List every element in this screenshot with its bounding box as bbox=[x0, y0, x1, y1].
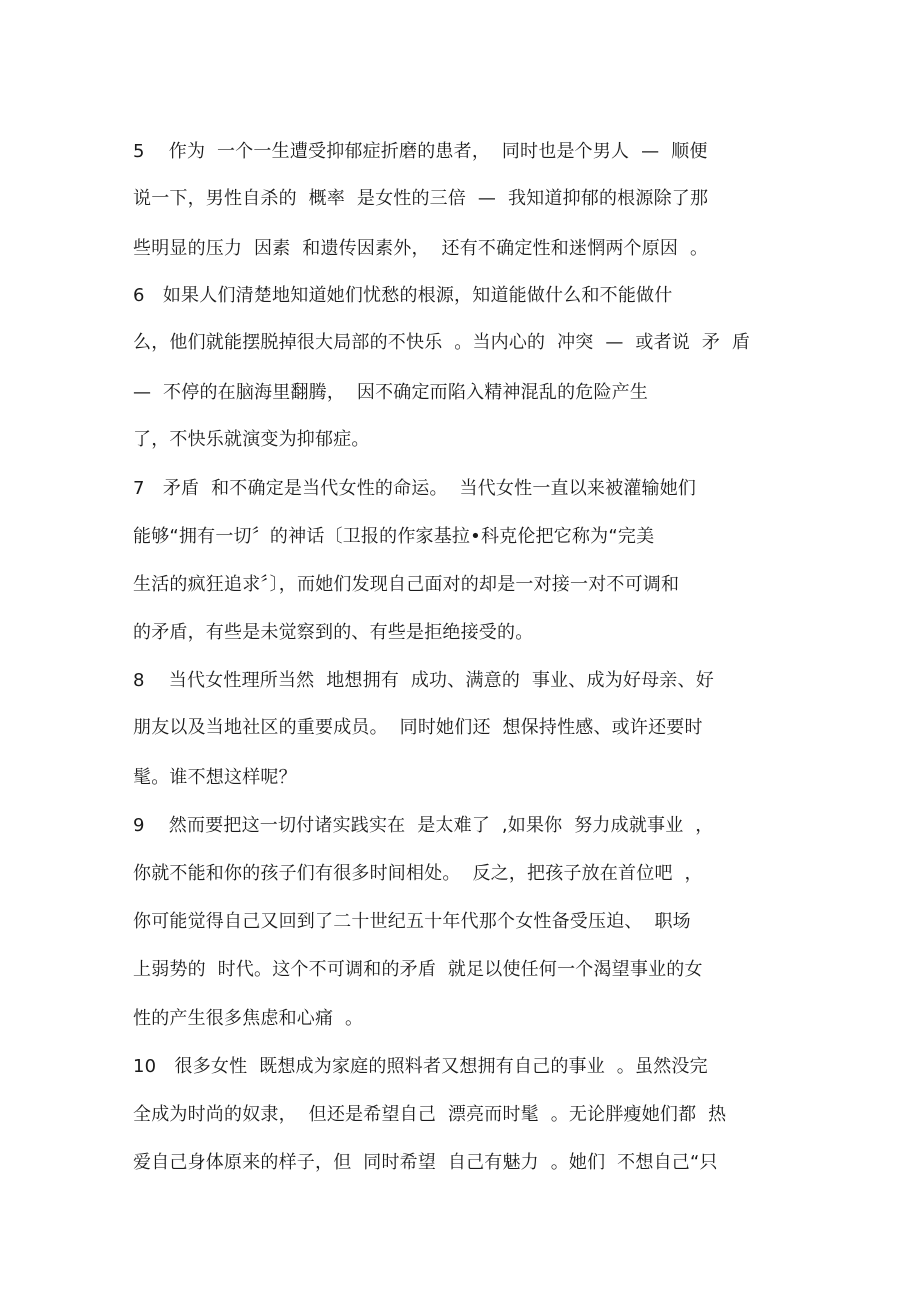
text-line: 8 当代女性理所当然 地想拥有 成功、满意的 事业、成为好母亲、好 bbox=[133, 670, 714, 691]
text-line: 么，他们就能摆脱掉很大局部的不快乐 。当内心的 冲突 — 或者说 矛 盾 bbox=[133, 332, 751, 353]
text-line: 7 矛盾 和不确定是当代女性的命运。 当代女性一直以来被灌输她们 bbox=[133, 478, 697, 499]
text-line: 说一下，男性自杀的 概率 是女性的三倍 — 我知道抑郁的根源除了那 bbox=[133, 188, 709, 209]
text-line: 些明显的压力 因素 和遗传因素外， 还有不确定性和迷惘两个原因 。 bbox=[133, 238, 709, 259]
text-line: 你可能觉得自己又回到了二十世纪五十年代那个女性备受压迫、 职场 bbox=[133, 911, 691, 932]
text-line: 的矛盾，有些是未觉察到的、有些是拒绝接受的。 bbox=[133, 622, 534, 643]
text-line: 你就不能和你的孩子们有很多时间相处。 反之，把孩子放在首位吧 ， bbox=[133, 863, 703, 884]
text-line: 上弱势的 时代。这个不可调和的矛盾 就足以使任何一个渴望事业的女 bbox=[133, 959, 703, 980]
text-line: 生活的疯狂追求〞〕，而她们发现自己面对的却是一对接一对不可调和 bbox=[133, 574, 680, 595]
text-line: 爱自己身体原来的样子，但 同时希望 自己有魅力 。她们 不想自己“只 bbox=[133, 1152, 718, 1173]
text-line: 能够“拥有一切〞的神话〔卫报的作家基拉•科克伦把它称为“完美 bbox=[133, 526, 655, 547]
text-line: 9 然而要把这一切付诸实践实在 是太难了 ,如果你 努力成就事业 ， bbox=[133, 815, 714, 836]
text-line: 6 如果人们清楚地知道她们忧愁的根源，知道能做什么和不能做什 bbox=[133, 285, 673, 306]
text-line: 10 很多女性 既想成为家庭的照料者又想拥有自己的事业 。虽然没完 bbox=[133, 1056, 708, 1077]
text-line: 性的产生很多焦虑和心痛 。 bbox=[133, 1008, 364, 1029]
text-line: 朋友以及当地社区的重要成员。 同时她们还 想保持性感、或许还要时 bbox=[133, 717, 703, 738]
text-line: 了，不快乐就演变为抑郁症。 bbox=[133, 429, 370, 450]
text-line: 全成为时尚的奴隶， 但还是希望自己 漂亮而时髦 。无论胖瘦她们都 热 bbox=[133, 1104, 727, 1125]
text-line: — 不停的在脑海里翻腾， 因不确定而陷入精神混乱的危险产生 bbox=[133, 382, 649, 403]
text-line: 5 作为 一个一生遭受抑郁症折磨的患者， 同时也是个男人 — 顺便 bbox=[133, 141, 708, 162]
text-line: 髦。谁不想这样呢？ bbox=[133, 767, 297, 788]
